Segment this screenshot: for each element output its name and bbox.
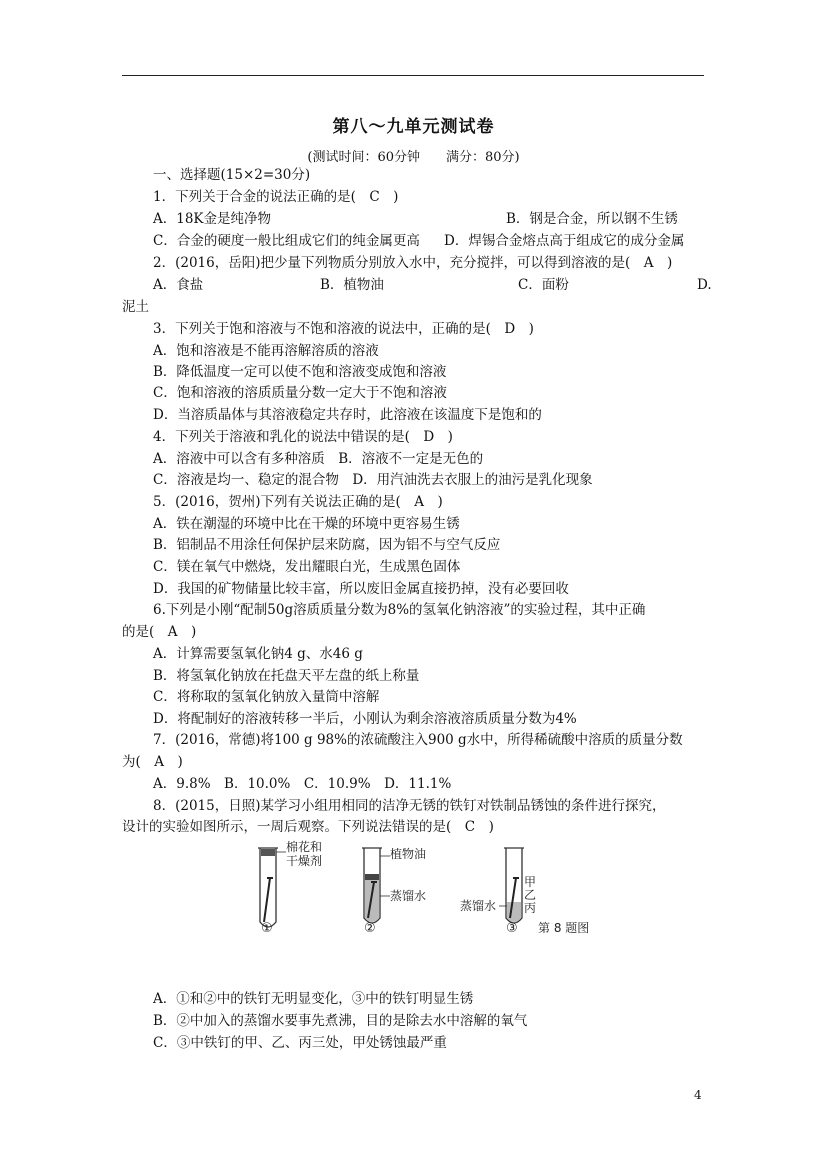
page-title: 第八～九单元测试卷 (332, 117, 495, 137)
page-subtitle: (测试时间：60分钟 满分：80分) (307, 150, 520, 165)
q8-stem-line1: 8．(2015，日照)某学习小组用相同的洁净无锈的铁钉对铁制品锈蚀的条件进行探究， (153, 798, 666, 814)
q2-option-d-letter: D. (697, 277, 712, 293)
test-tube-3 (499, 848, 524, 923)
tube-number-1: ① (261, 921, 273, 936)
q6-option-a: A．计算需要氢氧化钠4 g、水46 g (153, 646, 363, 662)
q7-options: A．9.8% B．10.0% C．10.9% D．11.1% (153, 776, 452, 792)
label-jia: 甲 (524, 875, 537, 889)
q2-option-b: B．植物油 (320, 277, 384, 293)
q3-option-a: A．饱和溶液是不能再溶解溶质的溶液 (153, 343, 379, 359)
q5-option-c: C．镁在氧气中燃烧，发出耀眼白光，生成黑色固体 (153, 559, 461, 575)
label-oil: 植物油 (390, 847, 427, 861)
q8-option-a: A．①和②中的铁钉无明显变化，③中的铁钉明显生锈 (153, 991, 474, 1007)
q6-option-c: C．将称取的氢氧化钠放入量筒中溶解 (153, 689, 380, 705)
q2-option-d-text: 泥土 (122, 299, 149, 315)
q3-option-c: C．饱和溶液的溶质质量分数一定大于不饱和溶液 (153, 385, 447, 401)
label-cotton-line1: 棉花和 (286, 840, 323, 854)
q4-options-cd: C．溶液是均一、稳定的混合物 D．用汽油洗去衣服上的油污是乳化现象 (153, 472, 593, 488)
label-bing: 丙 (524, 901, 537, 915)
test-tube-figure (240, 838, 620, 942)
q1-option-b: B．钢是合金，所以钢不生锈 (506, 211, 678, 227)
q4-options-ab: A．溶液中可以含有多种溶质 B．溶液不一定是无色的 (153, 451, 484, 467)
header-rule (122, 75, 704, 76)
q2-stem: 2．(2016，岳阳)把少量下列物质分别放入水中，充分搅拌，可以得到溶液的是( A ) (153, 255, 673, 271)
q3-option-d: D．当溶质晶体与其溶液稳定共存时，此溶液在该温度下是饱和的 (153, 407, 542, 423)
q6-option-b: B．将氢氧化钠放在托盘天平左盘的纸上称量 (153, 668, 420, 684)
q2-option-a: A．食盐 (153, 277, 204, 293)
q5-option-a: A．铁在潮湿的环境中比在干燥的环境中更容易生锈 (153, 516, 460, 532)
q7-stem-line2: 为( A ) (122, 754, 183, 770)
q8-option-b: B．②中加入的蒸馏水要事先煮沸，目的是除去水中溶解的氧气 (153, 1013, 528, 1029)
q1-option-a: A．18K金是纯净物 (153, 211, 272, 227)
q5-stem: 5．(2016，贺州)下列有关说法正确的是( A ) (153, 494, 443, 510)
q6-option-d: D．将配制好的溶液转移一半后，小刚认为剩余溶液溶质质量分数为4% (153, 711, 577, 727)
q6-stem-line2: 的是( A ) (122, 624, 197, 640)
label-water-2: 蒸馏水 (390, 889, 427, 903)
q1-option-d: D．焊锡合金熔点高于组成它的成分金属 (444, 233, 685, 249)
q7-stem-line1: 7．(2016，常德)将100 g 98%的浓硫酸注入900 g水中，所得稀硫酸中溶质的质量分数 (153, 732, 683, 748)
q1-stem: 1．下列关于合金的说法正确的是( C ) (153, 189, 399, 205)
test-tube-1 (258, 848, 286, 927)
tube-number-3: ③ (506, 921, 518, 936)
q5-option-b: B．铝制品不用涂任何保护层来防腐，因为铝不与空气反应 (153, 537, 501, 553)
q2-option-c: C．面粉 (518, 277, 569, 293)
q5-option-d: D．我国的矿物储量比较丰富，所以废旧金属直接扔掉，没有必要回收 (153, 581, 569, 597)
q8-option-c: C．③中铁钉的甲、乙、丙三处，甲处锈蚀最严重 (153, 1035, 447, 1051)
q3-option-b: B．降低温度一定可以使不饱和溶液变成饱和溶液 (153, 364, 447, 380)
label-yi: 乙 (524, 888, 537, 902)
q8-stem-line2: 设计的实验如图所示，一周后观察。下列说法错误的是( C ) (122, 819, 494, 835)
label-cotton-line2: 干燥剂 (286, 854, 323, 868)
q3-stem: 3．下列关于饱和溶液与不饱和溶液的说法中，正确的是( D ) (153, 321, 534, 337)
figure-caption: 第 8 题图 (538, 921, 590, 935)
tube-number-2: ② (364, 921, 376, 936)
q1-option-c: C．合金的硬度一般比组成它们的纯金属更高 (153, 233, 420, 249)
label-water-3: 蒸馏水 (460, 899, 497, 913)
test-tube-2 (362, 848, 390, 923)
page-number: 4 (694, 1088, 702, 1102)
q6-stem-line1: 6.下列是小刚“配制50g溶质质量分数为8%的氢氧化钠溶液”的实验过程，其中正确 (153, 602, 646, 618)
section-heading: 一、选择题(15×2=30分) (153, 167, 311, 183)
q4-stem: 4．下列关于溶液和乳化的说法中错误的是( D ) (153, 429, 453, 445)
